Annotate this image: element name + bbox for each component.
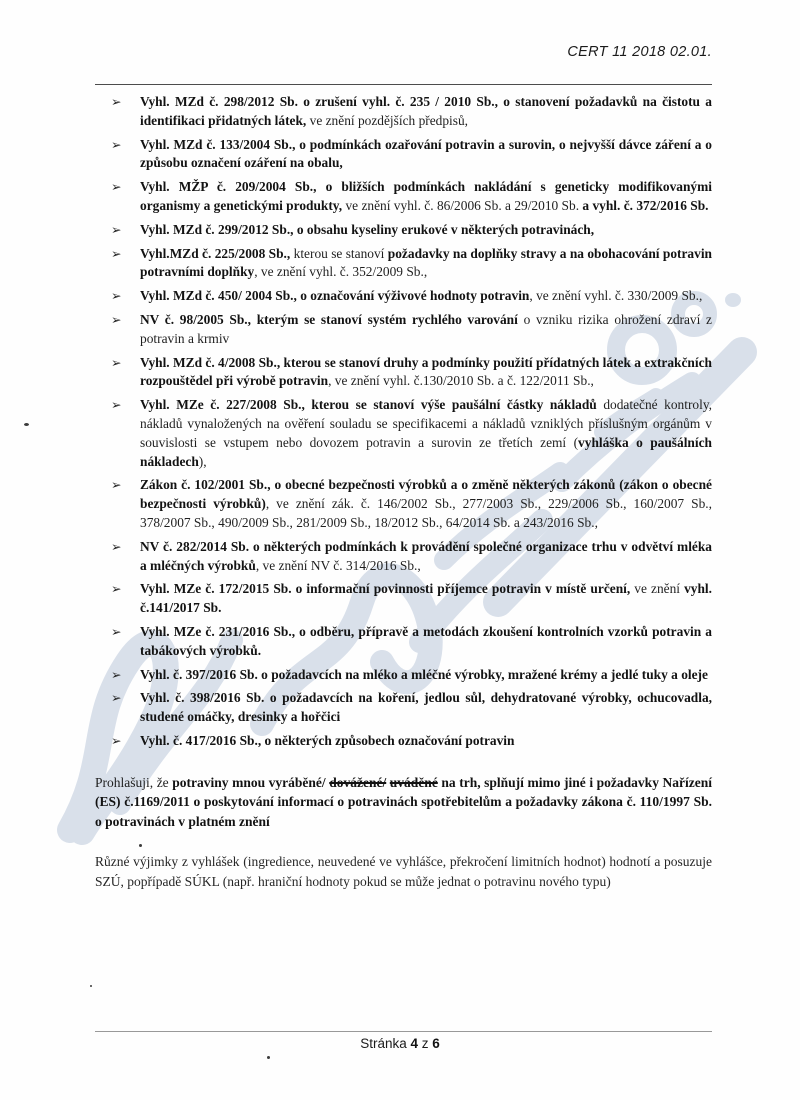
scan-speck [24, 423, 29, 426]
text-segment: , ve znění NV č. 314/2016 Sb., [255, 557, 421, 573]
bullet-arrow-icon: ➢ [111, 312, 122, 327]
text-segment: Vyhl. č. 397/2016 Sb. o požadavcích na mléko a mléčné výrobky, mražené krémy a jedlé tuky a oleje [140, 666, 708, 682]
text-segment: Vyhl. MZe č. 227/2008 Sb., kterou se stanoví výše paušální částky nákladů [140, 397, 597, 413]
list-item [95, 476, 712, 532]
list-item-text [140, 179, 712, 213]
text-segment: ), [198, 453, 207, 469]
text-segment: Prohlašuji, že [95, 774, 173, 790]
text-segment: uváděné [389, 774, 438, 790]
bullet-arrow-icon: ➢ [111, 246, 122, 261]
list-item-text [140, 624, 712, 658]
text-segment: 4 [410, 1036, 418, 1051]
text-segment: ve znění vyhl. č. 86/2006 Sb. a 29/2010 Sb. [342, 197, 583, 213]
text-segment: , ve znění vyhl. č. 352/2009 Sb., [254, 264, 428, 280]
scan-speck [139, 844, 142, 847]
text-segment: vyhl. č.141/2017 Sb. [140, 581, 712, 616]
bullet-arrow-icon: ➢ [111, 289, 122, 304]
text-segment: a vyhl. č. 372/2016 Sb. [582, 197, 709, 213]
bullet-arrow-icon: ➢ [111, 137, 122, 152]
list-item-text [140, 355, 712, 389]
list-item-text [140, 312, 712, 346]
list-item [95, 311, 712, 349]
text-segment: Vyhl. MZd č. 298/2012 Sb. o zrušení vyhl. č. 235 / 2010 Sb., o stanovení požadavků na čistotu a identifikaci přidatných látek, [140, 94, 712, 128]
text-segment: dodatečné kontroly, nákladů vynaložených na ověření souladu se specifikacemi a nákladů vzniklých příslušným orgánům v souvislosti se vstupem nebo dovozem potravin a surovin ze třetích zemí ( [140, 397, 712, 450]
bullet-arrow-icon: ➢ [111, 667, 122, 682]
scan-speck [90, 985, 92, 987]
document-code: CERT 11 2018 02.01. [567, 44, 712, 60]
text-segment: o vzniku rizika ohrožení zdraví z potravin a krmiv [140, 311, 712, 346]
list-item-text [140, 690, 712, 724]
list-item-text [140, 94, 712, 128]
text-segment: Vyhl. č. 417/2016 Sb., o některých způsobech označování potravin [140, 732, 515, 748]
text-segment: kterou se stanoví [290, 245, 388, 261]
text-segment: Zákon č. 102/2001 Sb., o obecné bezpečnosti výrobků a o změně některých zákonů (zákon o obecné bezpečnosti výrobků) [140, 477, 712, 512]
bullet-arrow-icon: ➢ [111, 582, 122, 597]
text-segment: Vyhl. MZd č. 299/2012 Sb., o obsahu kyseliny erukové v některých potravinách, [140, 221, 595, 237]
page-number [0, 1036, 800, 1051]
list-item-text [140, 137, 712, 171]
bullet-arrow-icon: ➢ [111, 624, 122, 639]
text-segment: 6 [432, 1036, 440, 1051]
list-item [95, 623, 712, 661]
text-segment: , ve znění vyhl. č.130/2010 Sb. a č. 122/2011 Sb., [328, 373, 594, 389]
list-item [95, 396, 712, 471]
list-item [95, 538, 712, 576]
bullet-arrow-icon: ➢ [111, 398, 122, 413]
scan-speck [267, 1056, 270, 1059]
text-segment: vyhláška o paušálních nákladech [140, 434, 712, 469]
text-segment: NV č. 282/2014 Sb. o některých podmínkách k provádění společné organizace trhu v odvětví mléka a mléčných výrobků [140, 538, 712, 573]
bullet-arrow-icon: ➢ [111, 691, 122, 706]
list-item [95, 245, 712, 283]
bullet-arrow-icon: ➢ [111, 180, 122, 195]
declaration-paragraph [95, 773, 712, 832]
list-item [95, 221, 712, 240]
text-segment: NV č. 98/2005 Sb., kterým se stanoví systém rychlého varování [140, 311, 518, 327]
list-item-text [140, 539, 712, 573]
list-item-text [140, 288, 702, 303]
list-item-text [140, 733, 514, 748]
text-segment: Vyhl. MZe č. 231/2016 Sb., o odběru, přípravě a metodách zkoušení kontrolních vzorků potravin a tabákových výrobků. [140, 623, 712, 658]
list-item [95, 732, 712, 751]
list-item [95, 354, 712, 392]
list-item-text [140, 246, 712, 280]
header-divider [95, 84, 712, 85]
exceptions-paragraph [95, 852, 712, 891]
footer-divider [95, 1031, 712, 1032]
list-item-text [140, 667, 708, 682]
bullet-arrow-icon: ➢ [111, 95, 122, 109]
list-item [95, 666, 712, 685]
list-item [95, 178, 712, 216]
text-segment: z [418, 1036, 433, 1051]
text-segment: , ve znění zák. č. 146/2002 Sb., 277/2003 Sb., 229/2006 Sb., 160/2007 Sb., 378/2007 Sb., 490/2009 Sb., 281/2009 Sb., 18/2012 Sb., 64/2014 Sb. a 243/2016 Sb., [140, 496, 712, 530]
text-segment: na trh, splňují mimo jiné i požadavky Nařízení (ES) č.1169/2011 o poskytování informací o potravinách spotřebitelům a požadavky zákona č. 110/1997 Sb. o potravinách v platném znění [95, 774, 712, 829]
text-segment: požadavky na doplňky stravy a na obohacování potravin potravními doplňky [140, 245, 712, 280]
bullet-arrow-icon: ➢ [111, 733, 122, 748]
text-segment: Vyhl. MZd č. 4/2008 Sb., kterou se stanoví druhy a podmínky použití přídatných látek a extrakčních rozpouštědel při výrobě potravin [140, 354, 712, 389]
list-item-text [140, 222, 594, 237]
regulation-list [95, 93, 712, 751]
document-body [95, 93, 712, 892]
text-segment: ve znění pozdějších předpisů, [306, 112, 469, 128]
bullet-arrow-icon: ➢ [111, 478, 122, 493]
list-item-text [140, 397, 712, 468]
text-segment: Vyhl. MZd č. 450/ 2004 Sb., o označování výživové hodnoty potravin [140, 288, 530, 304]
text-segment: Vyhl. č. 398/2016 Sb. o požadavcích na koření, jedlou sůl, dehydratované výrobky, ochucovadla, studené omáčky, dresinky a hořčici [140, 690, 712, 725]
text-segment: ve znění [630, 581, 685, 597]
text-segment: potraviny mnou vyráběné/ [172, 774, 330, 790]
text-segment: Vyhl.MZd č. 225/2008 Sb., [140, 245, 291, 261]
list-item [95, 287, 712, 306]
list-item-text [140, 477, 712, 530]
text-segment: , ve znění vyhl. č. 330/2009 Sb., [529, 288, 703, 304]
bullet-arrow-icon: ➢ [111, 222, 122, 237]
text-segment: Vyhl. MZe č. 172/2015 Sb. o informační povinnosti příjemce potravin v místě určení, [140, 581, 631, 597]
list-item [95, 93, 712, 131]
bullet-arrow-icon: ➢ [111, 355, 122, 370]
text-segment: Různé výjimky z vyhlášek (ingredience, neuvedené ve vyhlášce, překročení limitních hodnot) hodnotí a posuzuje SZÚ, popřípadě SÚKL (např. hraniční hodnoty pokud se může jednat o potravinu nového typu) [95, 854, 712, 890]
text-segment: Stránka [360, 1036, 411, 1051]
list-item [95, 689, 712, 727]
text-segment: Vyhl. MŽP č. 209/2004 Sb., o bližších podmínkách nakládání s geneticky modifikovanými organismy a genetickými produkty, [140, 179, 712, 213]
text-segment: Vyhl. MZd č. 133/2004 Sb., o podmínkách ozařování potravin a surovin, o nejvyšší dávce záření a o způsobu označení ozáření na obalu, [140, 136, 712, 171]
text-segment: dovážené/ [329, 774, 387, 790]
list-item-text [140, 581, 712, 615]
bullet-arrow-icon: ➢ [111, 539, 122, 554]
list-item [95, 136, 712, 174]
list-item [95, 580, 712, 618]
